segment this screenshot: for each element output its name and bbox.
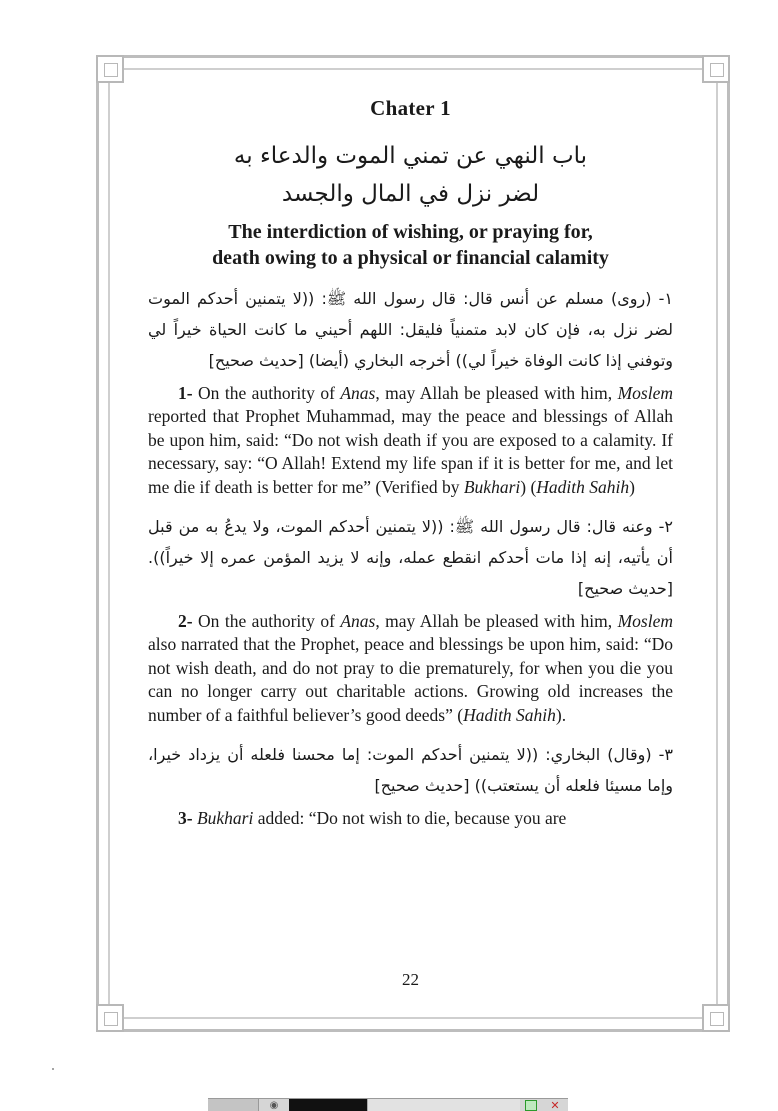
hadith-3-number: 3- [178, 808, 193, 829]
frame-corner-bottom-right [702, 1004, 730, 1032]
text-run: , may Allah be pleased with him, [375, 383, 618, 403]
name-moslem: Moslem [617, 611, 673, 632]
hadith-2-arabic: ٢- وعنه قال: قال رسول الله ﷺ: ((لا يتمنين أحدكم الموت، ولا يدعُ به من قبل أن يأتيه، إنه إذا مات أحدكم انقطع عمله، وإنه لا يزيد المؤمن عمره إلا خيراً)). [حديث صحيح] [148, 517, 673, 599]
english-title-line2: death owing to a physical or financial calamity [212, 247, 609, 269]
hadith-sahih-label: Hadith Sahih [463, 704, 556, 725]
chapter-heading: Chater 1 [370, 96, 451, 120]
text-run: ) [629, 476, 635, 497]
text-run: ). [555, 704, 567, 725]
text-run: On the authority of [192, 611, 341, 632]
hadith-2-number: 2- [178, 611, 193, 632]
hadith-3-english [148, 807, 673, 830]
frame-corner-top-left [96, 55, 124, 83]
maximize-icon[interactable] [520, 1099, 542, 1111]
app-icon[interactable]: ◉ [269, 1100, 279, 1111]
taskbar-field[interactable] [367, 1099, 520, 1111]
hadith-3-arabic: ٣- (وقال) البخاري: ((لا يتمنين أحدكم الموت: إما محسنا فلعله أن يزداد خيرا، وإما مسيئا فلعله أن يستعتب)) [حديث صحيح] [148, 745, 673, 796]
hadith-2-english [148, 610, 673, 727]
page-number: 22 [402, 970, 419, 989]
page-content [148, 96, 673, 842]
taskbar-button[interactable] [208, 1099, 259, 1111]
frame-corner-top-right [702, 55, 730, 83]
arabic-title [148, 137, 673, 213]
taskbar-active-window[interactable] [289, 1099, 367, 1111]
text-run: On the authority of [192, 383, 341, 403]
arabic-title-line1: باب النهي عن تمني الموت والدعاء به [233, 143, 588, 169]
text-run: also narrated that the Prophet, peace and blessings be upon him, said: “Do not wish death, and do not pray to die prematurely, for when you die you can no longer carry out charitable actions. Growing old increases the number of a faithful believer’s good deeds” ( [148, 634, 673, 725]
text-run: ) ( [520, 476, 537, 497]
text-run: , may Allah be pleased with him, [375, 611, 618, 632]
hadith-sahih-label: Hadith Sahih [536, 476, 630, 497]
frame-corner-bottom-left [96, 1004, 124, 1032]
name-anas: Anas [340, 383, 376, 403]
name-bukhari: Bukhari [463, 476, 521, 497]
hadith-1-number: 1- [178, 383, 193, 403]
arabic-title-line2: لضر نزل في المال والجسد [281, 181, 540, 207]
text-run: reported that Prophet Muhammad, may the peace and blessings of Allah be upon him, said: “Do not wish death if you are exposed to a calamity. If necessary, say: “O Allah! Extend my life span if it is better for me, and let me die if death is better for me” (Verified by [148, 406, 673, 497]
hadith-1-english [148, 382, 673, 499]
stray-dot [52, 1068, 54, 1070]
viewer-taskbar [208, 1098, 568, 1111]
text-run: added: “Do not wish to die, because you are [253, 808, 567, 829]
name-bukhari: Bukhari [196, 808, 254, 829]
english-title [148, 219, 673, 271]
english-title-line1: The interdiction of wishing, or praying for, [228, 221, 593, 243]
name-moslem: Moslem [617, 383, 673, 403]
name-anas: Anas [340, 611, 376, 632]
hadith-1-arabic: ١- (روى) مسلم عن أنس قال: قال رسول الله ﷺ: ((لا يتمنين أحدكم الموت لضر نزل به، فإن كان لابد متمنياً فليقل: اللهم أحيني ما كانت الحياة خيراً لي وتوفني إذا كانت الوفاة خيراً لي)) أخرجه البخاري (أيضا) [حديث صحيح] [148, 289, 673, 370]
close-icon[interactable]: ✕ [550, 1099, 560, 1111]
